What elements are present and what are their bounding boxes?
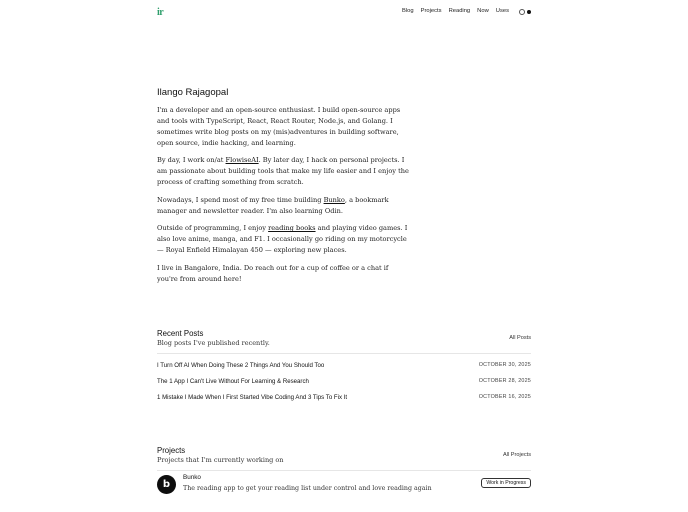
light-theme-icon[interactable] — [519, 9, 525, 15]
intro-text: Outside of programming, I enjoy — [157, 224, 269, 232]
page-title: Ilango Rajagopal — [157, 87, 229, 98]
project-card-bunko[interactable] — [157, 474, 531, 496]
reading-books-link[interactable]: reading books — [268, 224, 316, 232]
nav-link-blog[interactable]: Blog — [402, 8, 414, 14]
intro-paragraph-2 — [157, 155, 411, 188]
intro-paragraph-5: I live in Bangalore, India. Do reach out for a cup of coffee or a chat if you're from around here! — [157, 264, 389, 283]
intro-paragraph-1: I'm a developer and an open-source enthusiast. I build open-source apps and tools with TypeScript, React, React Router, Node.js, and Golang. I sometimes write blog posts on my (mis)adventures in building software, open source, indie hacking, and learning. — [157, 106, 401, 147]
recent-posts-title: Recent Posts — [157, 329, 204, 338]
nav-link-reading[interactable]: Reading — [448, 8, 471, 14]
all-posts-link[interactable]: All Posts — [509, 335, 531, 341]
intro-text: Nowadays, I spend most of my free time building — [157, 196, 324, 204]
intro-paragraph-3 — [157, 195, 411, 217]
post-date: OCTOBER 28, 2025 — [478, 378, 531, 384]
site-logo[interactable]: ir — [157, 7, 164, 18]
projects-title: Projects — [157, 446, 186, 455]
flowiseai-link[interactable]: FlowiseAI — [225, 156, 259, 164]
nav-link-uses[interactable]: Uses — [495, 8, 509, 14]
divider — [157, 470, 531, 471]
intro-text: , a bookmark manager and newsletter reader. I'm also learning Odin. — [157, 196, 389, 215]
post-row[interactable] — [157, 392, 531, 404]
nav-link-now[interactable]: Now — [477, 8, 489, 14]
recent-posts-subtitle: Blog posts I've published recently. — [157, 339, 270, 347]
post-title[interactable]: The 1 App I Can't Live Without For Learning & Research — [157, 378, 309, 385]
nav-links — [402, 8, 509, 14]
all-projects-link[interactable]: All Projects — [503, 452, 531, 458]
post-title[interactable]: I Turn Off AI When Doing These 2 Things And You Should Too — [157, 362, 325, 369]
intro-text: . By later day, I hack on personal projects. I am passionate about building tools that make my life easier and I enjoy the process of crafting something from scratch. — [157, 156, 409, 186]
bunko-logo-icon: b — [157, 475, 176, 494]
dark-theme-icon[interactable] — [527, 10, 531, 14]
intro-paragraph-4 — [157, 223, 411, 256]
post-row[interactable] — [157, 360, 531, 372]
projects-subtitle: Projects that I'm currently working on — [157, 456, 284, 464]
nav-link-projects[interactable]: Projects — [420, 8, 442, 14]
status-badge: Work in Progress — [481, 478, 531, 488]
project-name[interactable]: Bunko — [183, 474, 201, 481]
project-description: The reading app to get your reading list under control and love reading again — [183, 485, 432, 492]
post-date: OCTOBER 30, 2025 — [478, 362, 531, 368]
top-nav — [157, 6, 531, 18]
bunko-link[interactable]: Bunko — [323, 196, 345, 204]
theme-toggle[interactable] — [519, 9, 531, 15]
post-date: OCTOBER 16, 2025 — [478, 394, 531, 400]
post-row[interactable] — [157, 376, 531, 388]
intro-text: and playing video games. I also love anime, manga, and F1. I occasionally go riding on my motorcycle — Royal Enfield Himalayan 450 — exploring new places. — [157, 224, 408, 254]
post-title[interactable]: 1 Mistake I Made When I First Started Vibe Coding And 3 Tips To Fix It — [157, 394, 348, 401]
intro-text: By day, I work on/at — [157, 156, 226, 164]
divider — [157, 353, 531, 354]
